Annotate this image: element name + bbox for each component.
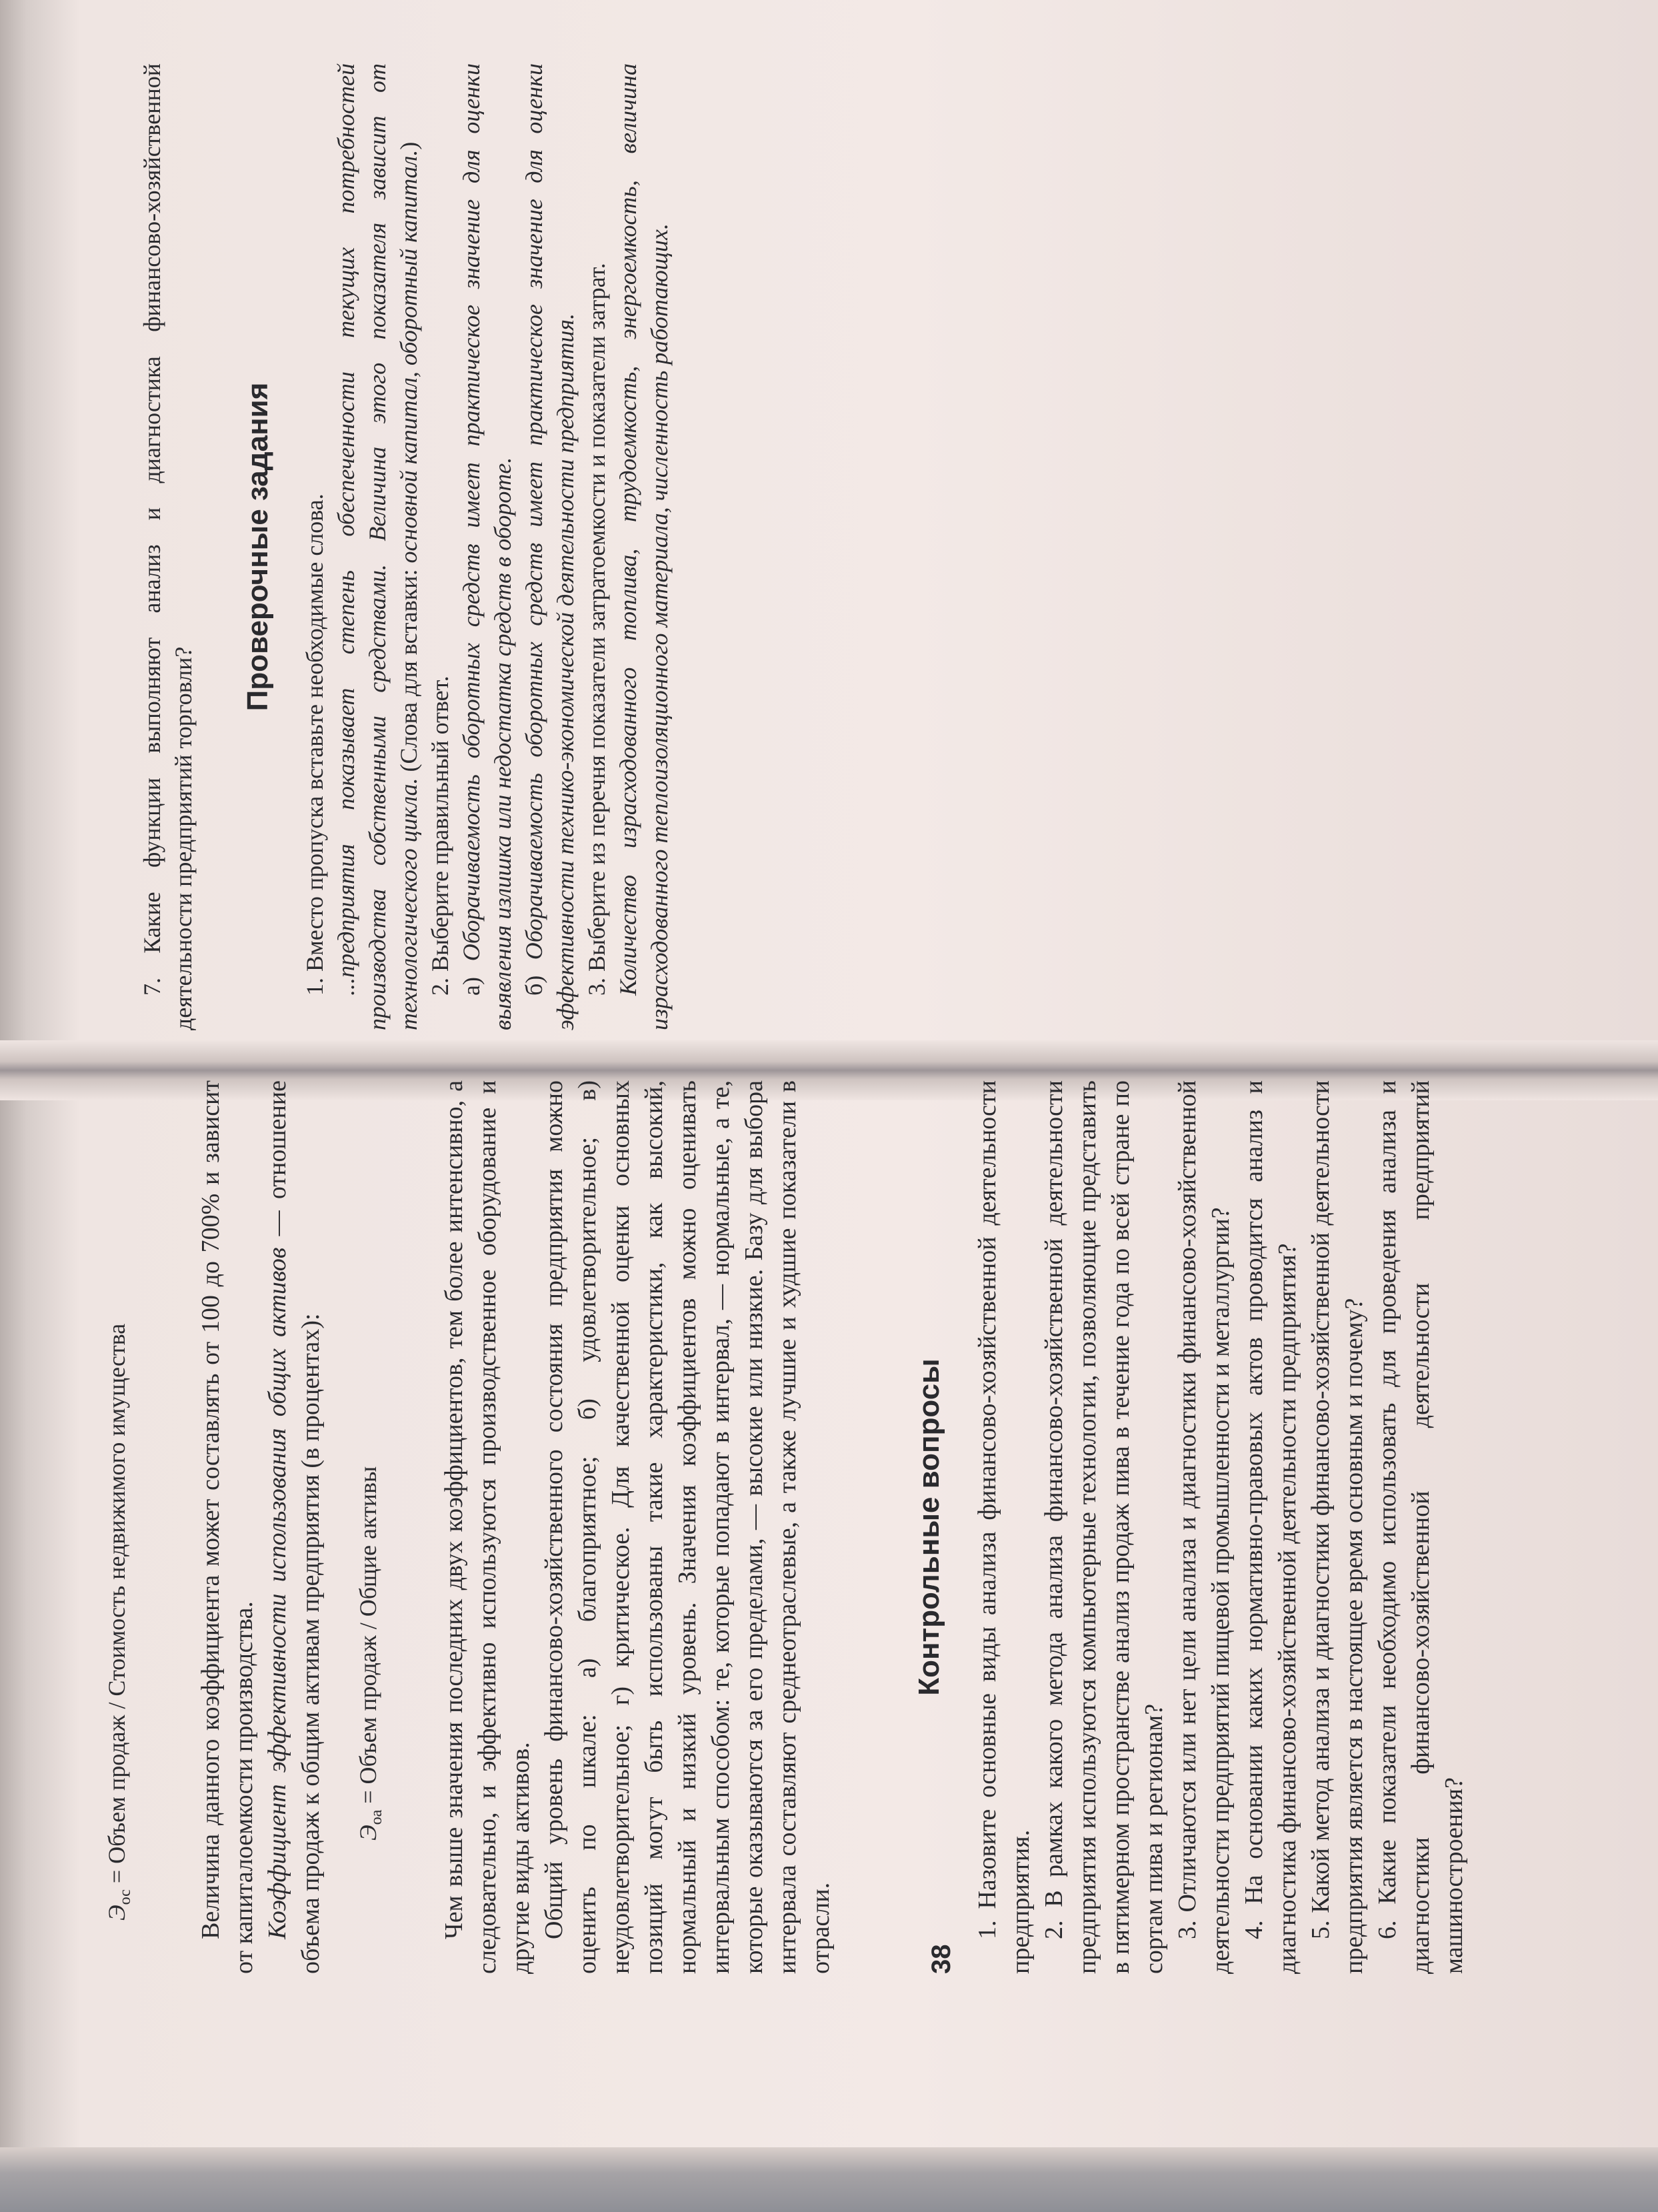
task-1-close: ) (395, 141, 422, 150)
task-2-b (519, 63, 581, 1030)
section-heading-questions: Контрольные вопросы (913, 1358, 945, 1696)
right-page (137, 63, 1603, 1030)
task-1: 1. Вместо пропуска вставьте необходимые слова. (301, 493, 328, 996)
paragraph-coefficient-range: Величина данного коэффициента может составлять от 100 до 700% и зависит от капиталоемкости производства. (197, 1080, 258, 1974)
control-question: 2. В рамках какого метода анализа финансово-хозяйственной деятельности предприятия используются компьютерные технологии, позволяющие представить в пятимерном пространстве анализ продаж пива в течение года по всей стране по сортам пива и регионам? (1040, 1080, 1168, 1974)
task-2-b-label: б) (521, 960, 547, 996)
task-1-words-label: (Слова для вставки: (395, 563, 422, 778)
task-1-words: основной капитал, оборотный капитал. (395, 149, 422, 564)
page-edge (0, 2147, 1658, 2212)
task-2-a-label: а) (458, 961, 485, 996)
formula-real-estate: $Э_{ос}$ = Объем продаж / Стоимость недвижимого имущества (103, 1323, 134, 1921)
control-question: 1. Назовите основные виды анализа финансово-хозяйственной деятельности предприятия. (973, 1080, 1035, 1974)
task-2-a (456, 63, 519, 1030)
question-7: 7. Какие функции выполняют анализ и диагностика финансово-хозяйственной деятельности предприятий торговли? (139, 63, 197, 1030)
control-question: 5. Какой метод анализа и диагностики финансово-хозяйственной деятельности предприятия является в настоящее время основным и почему? (1307, 1080, 1368, 1974)
task-2-a-text: Оборачиваемость оборотных средств имеет практическое значение для оценки выявления излишка или недостатка средств в обороте. (458, 63, 516, 1030)
paragraph-coefficients-meaning: Чем выше значения последних двух коэффициентов, тем более интенсивно, а следовательно, и эффективно используются производственное оборудование и другие виды активов. (440, 1080, 535, 1974)
control-question: 6. Какие показатели необходимо использовать для проведения анализа и диагностики финансово-хозяйственной деятельности предприятий машиностроения? (1373, 1080, 1468, 1974)
paragraph-general-level: Общий уровень финансово-хозяйственного состояния предприятия можно оценить по шкале: а) благоприятное; б) удовлетворительное; в) неудовлетворительное; г) критическое. Для качественной оценки основных позиций могут быть использованы такие характеристики, как высокий, нормальный и низкий уровень. Значения коэффициентов можно оценивать интервальным способом: те, которые попадают в интервал, — нормальные, а те, которые оказываются за его пределами, — высокие или низкие. Базу для выбора интервала составляют среднеотраслевые, а также лучшие и худшие показатели в отрасли. (540, 1080, 835, 1974)
control-question: 4. На основании каких нормативно-правовых актов проводится анализ и диагностика финансово-хозяйственной деятельности предприятия? (1240, 1080, 1301, 1974)
section-heading-tasks: Проверочные задания (241, 382, 274, 712)
paragraph-assets-coefficient: Коэффициент эффективности использования общих активов — отношение объема продаж к общим активам предприятия (в процентах): (263, 1080, 325, 1974)
task-2: 2. Выберите правильный ответ. (427, 676, 453, 996)
task-3-italic: Количество израсходованного топлива, трудоемкость, энергоемкость, величина израсходованного теплоизоляционного материала, численность работающих. (615, 63, 673, 1030)
task-1-body (331, 63, 425, 1030)
formula-total-assets: $Э_{оа}$ = Объем продаж / Общие активы (355, 1466, 385, 1841)
task-3-body (613, 63, 675, 1030)
control-question: 3. Отличаются или нет цели анализа и диагностики финансово-хозяйственной деятельности предприятий пищевой промышленности и металлургии? (1173, 1080, 1235, 1974)
page-number: 38 (927, 1944, 956, 1974)
task-1-italic: ...предприятия показывает степень обеспеченности текущих потребностей производства собственными средствами. Величина этого показателя зависит от технологического цикла. (333, 63, 422, 1030)
task-2-b-text: Оборачиваемость оборотных средств имеет практическое значение для оценки эффективности технико-экономической деятельности предприятия. (521, 63, 579, 1030)
left-page (100, 1080, 1567, 1974)
task-3: 3. Выберите из перечня показатели затратоемкости и показатели затрат. (583, 263, 610, 996)
